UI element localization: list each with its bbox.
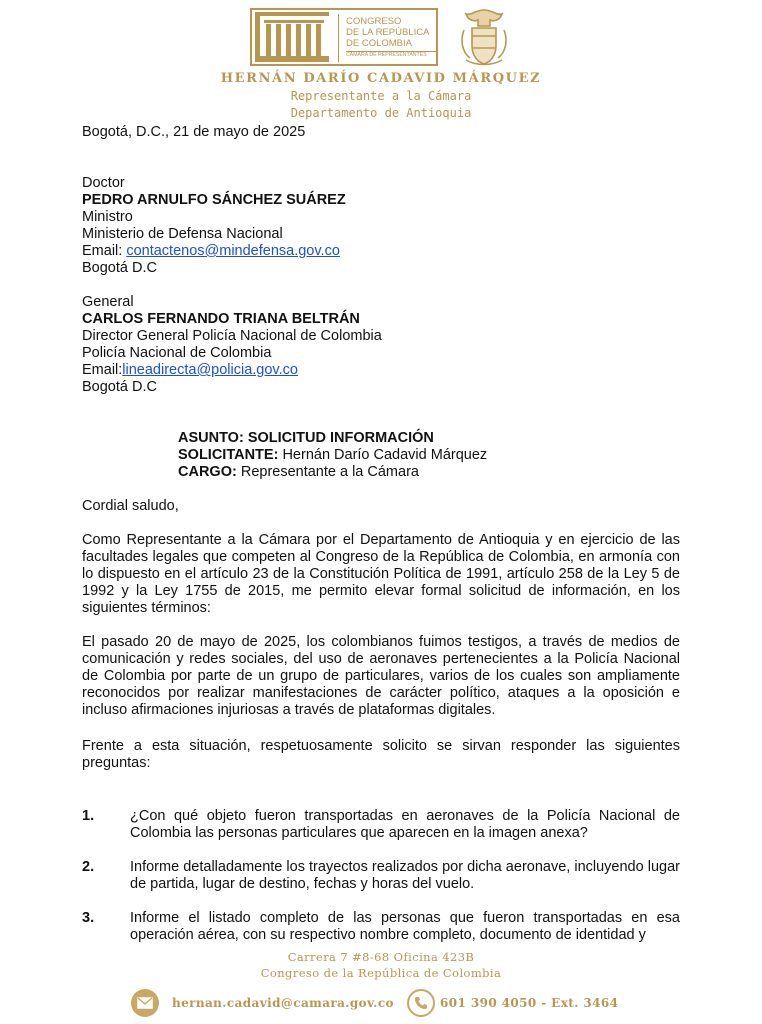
solicitante-label: SOLICITANTE:: [178, 447, 279, 463]
footer-email[interactable]: hernan.cadavid@camara.gov.co: [172, 996, 394, 1010]
recipient2-email-label: Email:: [82, 362, 123, 378]
colombia-coat-of-arms-icon: [456, 6, 512, 68]
congreso-logo: [250, 8, 438, 66]
recipient1-org: Ministerio de Defensa Nacional: [82, 226, 283, 242]
representative-department: Departamento de Antioquia: [290, 106, 472, 120]
recipient1-email-label: Email:: [82, 243, 127, 259]
representative-name: HERNÁN DARÍO CADAVID MÁRQUEZ: [220, 71, 542, 86]
question-2-text: Informe detalladamente los trayectos realizados por dicha aeronave, incluyendo lugar de partida, lugar de destino, fechas y horas del vuelo.: [130, 859, 680, 892]
question-3-text: Informe el listado completo de las personas que fueron transportadas en esa operación aérea, con su respectivo nombre completo, documento de identidad y: [130, 910, 680, 943]
footer-address: Carrera 7 #8-68 Oficina 423B: [287, 950, 475, 964]
recipient2-email-line: [82, 362, 298, 379]
congress-building-icon: [252, 10, 332, 64]
question-1-text: ¿Con qué objeto fueron transportadas en aeronaves de la Policía Nacional de Colombia las personas particulares que aparecen en la imagen anexa?: [130, 808, 680, 841]
recipient1-city: Bogotá D.C: [82, 260, 157, 276]
cargo-value: Representante a la Cámara: [236, 464, 419, 480]
logo-line-2: DE LA REPÚBLICA: [346, 27, 430, 38]
logo-line-1: CONGRESO: [346, 16, 402, 27]
recipient2-city: Bogotá D.C: [82, 379, 157, 395]
recipient1-salutation: Doctor: [82, 175, 125, 191]
letter-date: Bogotá, D.C., 21 de mayo de 2025: [82, 124, 306, 140]
footer-institution: Congreso de la República de Colombia: [260, 966, 502, 980]
envelope-icon: [137, 997, 153, 1009]
paragraph-2: El pasado 20 de mayo de 2025, los colombianos fuimos testigos, a través de medios de comunicación y redes sociales, del uso de aeronaves pertenecientes a la Policía Nacional de Colombia por parte de un grupo de particulares, varios de los cuales son ampliamente reconocidos por realizar manifestaciones de carácter político, ataques a la oposición e incluso afirmaciones injuriosas a través de plataformas digitales.: [82, 634, 680, 718]
subject-cargo: [178, 464, 419, 481]
recipient1-email-link[interactable]: contactenos@mindefensa.gov.co: [126, 243, 340, 259]
representative-title: Representante a la Cámara: [290, 89, 472, 103]
question-3-number: 3.: [82, 910, 95, 926]
recipient1-name: PEDRO ARNULFO SÁNCHEZ SUÁREZ: [82, 192, 346, 208]
recipient2-salutation: General: [82, 294, 134, 310]
email-icon: [131, 989, 159, 1017]
question-2-number: 2.: [82, 859, 95, 875]
recipient1-role: Ministro: [82, 209, 133, 225]
recipient2-email-link[interactable]: lineadirecta@policia.gov.co: [122, 362, 298, 378]
telephone-icon: [414, 996, 428, 1010]
footer-phone[interactable]: 601 390 4050 - Ext. 3464: [440, 996, 619, 1010]
logo-text: [346, 16, 438, 59]
recipient1-email-line: [82, 243, 340, 260]
recipient2-name: CARLOS FERNANDO TRIANA BELTRÁN: [82, 311, 360, 327]
logo-line-3: DE COLOMBIA: [346, 38, 412, 49]
paragraph-3: Frente a esta situación, respetuosamente solicito se sirvan responder las siguientes preguntas:: [82, 738, 680, 771]
question-1-number: 1.: [82, 808, 95, 824]
recipient2-org: Policía Nacional de Colombia: [82, 345, 272, 361]
paragraph-1: Como Representante a la Cámara por el Departamento de Antioquia y en ejercicio de las facultades legales que competen al Congreso de la República de Colombia, en armonía con lo dispuesto en el artículo 23 de la Constitución Política de 1991, artículo 258 de la Ley 5 de 1992 y la Ley 1755 de 2015, me permito elevar formal solicitud de información, en los siguientes términos:: [82, 532, 680, 616]
recipient2-role: Director General Policía Nacional de Colombia: [82, 328, 382, 344]
solicitante-value: Hernán Darío Cadavid Márquez: [278, 447, 488, 463]
subject-asunto: ASUNTO: SOLICITUD INFORMACIÓN: [178, 430, 434, 446]
cargo-label: CARGO:: [178, 464, 237, 480]
subject-solicitante: [178, 447, 487, 464]
phone-icon: [407, 989, 435, 1017]
greeting: Cordial saludo,: [82, 498, 179, 514]
logo-line-4: CÁMARA DE REPRESENTANTES: [346, 51, 438, 59]
logo-divider: [338, 14, 339, 62]
